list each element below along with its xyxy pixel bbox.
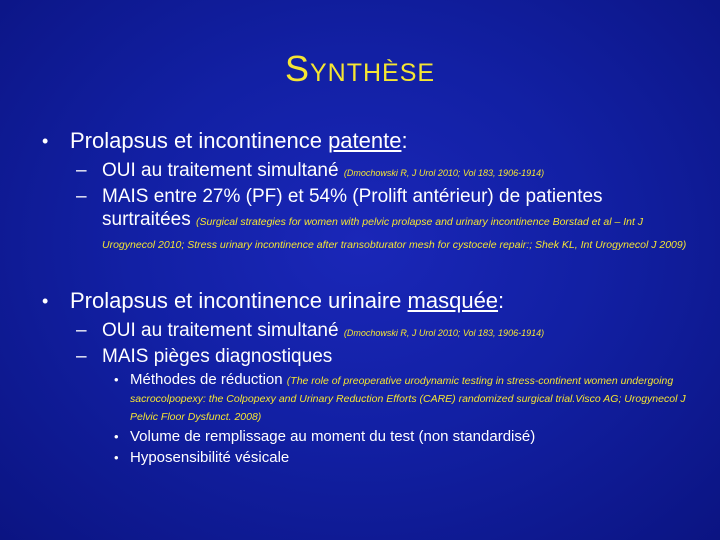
reference-citation: (Dmochowski R, J Urol 2010; Vol 183, 1906-1914) — [343, 168, 545, 178]
bullet-patente — [42, 126, 692, 156]
slide-content — [42, 126, 692, 499]
sub-sub-item-text: Hyposensibilité vésicale — [130, 449, 290, 466]
sub-item — [42, 345, 692, 368]
reference-citation: (The role of preoperative urodynamic testing in stress-continent women undergoing sacrocolpopexy: the Colpopexy and Urinary Reduction Efforts (CARE) randomized surgical trial.Visco AG; Urogynecol J Pelvic Floor Dysfunct. 2008) — [130, 375, 686, 423]
dash-glyph: – — [76, 186, 87, 207]
reference-citation: (Dmochowski R, J Urol 2010; Vol 183, 1906-1914) — [343, 328, 545, 338]
sub-sub-item — [42, 371, 692, 425]
bullet-glyph: • — [114, 429, 119, 444]
sub-item-text: MAIS pièges diagnostiques — [102, 346, 333, 367]
sub-item — [42, 319, 692, 342]
sub-sub-item-text: Volume de remplissage au moment du test (non standardisé) — [130, 428, 536, 445]
dash-glyph: – — [76, 320, 87, 341]
reference-citation: (Surgical strategies for women with pelvic prolapse and urinary incontinence Borstad et al – Int J Urogynecol 2010; Stress urinary incontinence after transobturator mesh for cystocele repair:; Shek KL, Int Urogynecol J 2009) — [102, 216, 687, 251]
sub-item — [42, 159, 692, 182]
bullet-block-1 — [42, 126, 692, 254]
bullet-suffix: : — [498, 288, 505, 313]
bullet-text: Prolapsus et incontinence — [70, 128, 329, 153]
sub-item-text: OUI au traitement simultané — [102, 320, 339, 341]
sub-item — [42, 185, 692, 254]
bullet-block-2 — [42, 286, 692, 467]
slide-title: Synthèse — [284, 48, 436, 89]
sub-item-text: OUI au traitement simultané — [102, 160, 339, 181]
bullet-glyph: • — [114, 450, 119, 465]
sub-sub-item — [42, 449, 692, 467]
bullet-masquee — [42, 286, 692, 316]
dash-glyph: – — [76, 346, 87, 367]
underlined-word: patente — [328, 128, 402, 153]
sub-item-text: MAIS entre 27% (PF) et 54% (Prolift antérieur) de patientes surtraitées — [102, 186, 603, 230]
underlined-word: masquée — [407, 288, 499, 313]
dash-glyph: – — [76, 160, 87, 181]
bullet-glyph: • — [114, 372, 119, 387]
bullet-text: Prolapsus et incontinence urinaire — [70, 288, 408, 313]
bullet-glyph: • — [42, 131, 49, 151]
sub-sub-item — [42, 428, 692, 446]
bullet-suffix: : — [401, 128, 408, 153]
bullet-glyph: • — [42, 291, 49, 311]
sub-sub-item-text: Méthodes de réduction — [130, 371, 283, 388]
